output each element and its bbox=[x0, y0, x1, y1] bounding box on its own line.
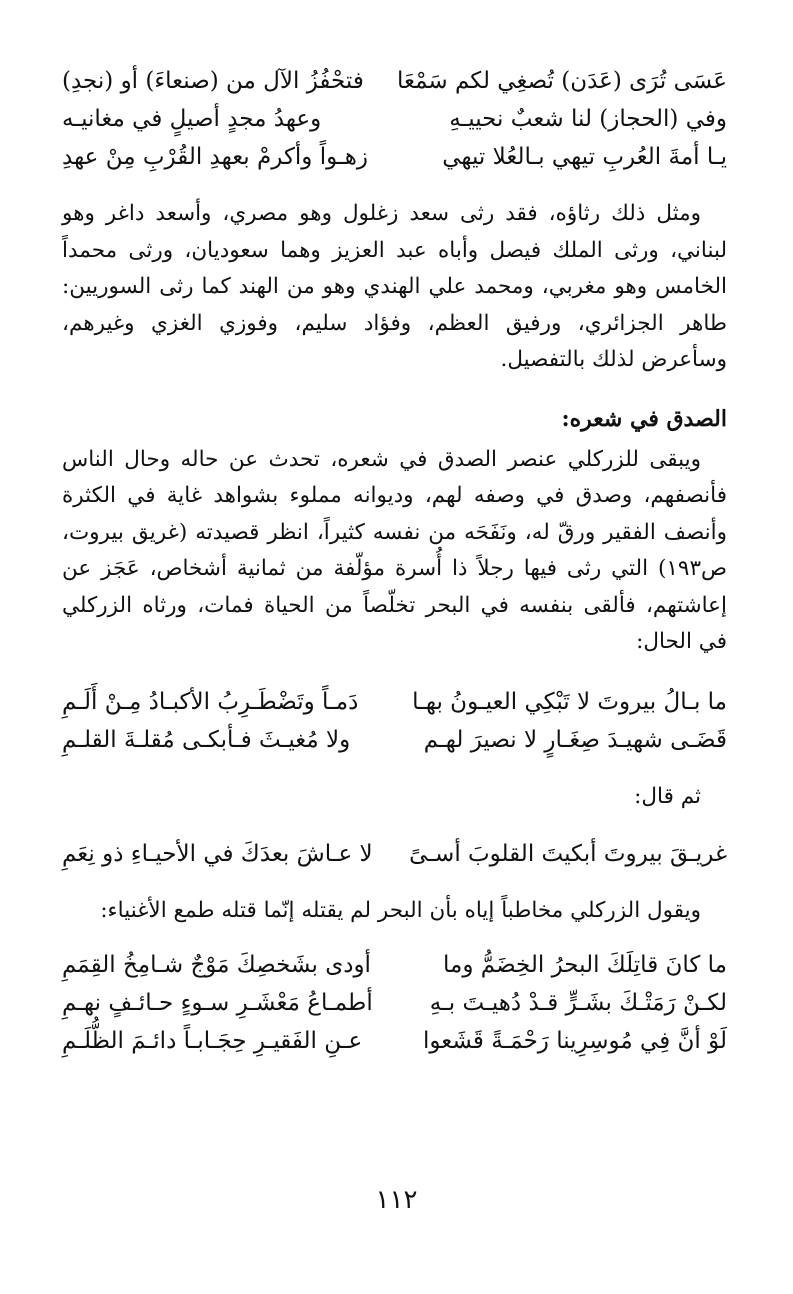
first-hemistich: لكـنْ رَمَتْـكَ بشَـرٍّ قـدْ دُهيـتَ بـهِ bbox=[429, 989, 727, 1016]
second-hemistich: دَمـاً وتَضْطَـرِبُ الأكبـادُ مِـنْ أَلَـمِ bbox=[62, 688, 359, 715]
second-hemistich: أطمـاعُ مَعْشَـرِ سـوءٍ حـائـفٍ نهـمِ bbox=[62, 989, 373, 1016]
first-hemistich: لَوْ أنَّ فِي مُوسِرِينا رَحْمَـةً قَشَعوا bbox=[423, 1027, 727, 1054]
second-hemistich: أودى بشَخصِكَ مَوْجٌ شـامِخُ القِمَمِ bbox=[62, 951, 371, 978]
sea-poem bbox=[62, 946, 727, 1060]
single-verse-poem bbox=[62, 835, 727, 873]
second-hemistich: لا عـاشَ بعدَكَ في الأحيـاءِ ذو نِعَمِ bbox=[62, 841, 373, 867]
first-hemistich: ما كانَ قاتِلَكَ البحرُ الخِضَمُّ وما bbox=[443, 951, 727, 978]
second-hemistich: ولا مُغيـثَ فـأبكـى مُقلـةَ القلـمِ bbox=[62, 726, 351, 753]
second-hemistich: زهـواً وأكرمْ بعهدِ القُرْبِ مِنْ عهدِ bbox=[62, 144, 368, 170]
greed-paragraph: ويقول الزركلي مخاطباً إياه بأن البحر لم يقتله إنّما قتله طمع الأغنياء: bbox=[100, 898, 701, 923]
verse-line bbox=[62, 138, 727, 176]
first-hemistich: قَضَـى شهيـدَ صِغَـارٍ لا نصيرَ لهـم bbox=[423, 726, 727, 753]
verse-line bbox=[62, 62, 727, 100]
second-hemistich: وعهدُ مجدٍ أصيلٍ في مغانيـه bbox=[62, 106, 322, 132]
verse-line bbox=[62, 835, 727, 873]
first-hemistich: ما بـالُ بيروتَ لا تَبْكِي العيـونُ بهـا bbox=[412, 688, 727, 715]
verse-line bbox=[62, 946, 727, 984]
opening-poem bbox=[62, 62, 727, 176]
first-hemistich: غريـقَ بيروتَ أبكيتَ القلوبَ أسـىً bbox=[409, 841, 727, 867]
first-hemistich: عَسَى تُرَى (عَدَن) تُصغِي لكم سَمْعَا bbox=[397, 68, 727, 94]
verse-line bbox=[62, 100, 727, 138]
beirut-elegy-poem bbox=[62, 683, 727, 759]
verse-line bbox=[62, 1022, 727, 1060]
page-number: ١١٢ bbox=[375, 1185, 418, 1215]
elegies-paragraph: ومثل ذلك رثاؤه، فقد رثى سعد زغلول وهو مصري، وأسعد داغر وهو لبناني، ورثى الملك فيصل وأباه عبد العزيز وهما سعوديان، ورثى محمداً الخامس وهو مغربي، ومحمد علي الهندي وهو من الهند كما رثى السوريين: طاهر الجزائري، ورفيق العظم، وفؤاد سليم، وفوزي الغزي وغيرهم، وسأعرض لذلك بالتفصيل. bbox=[62, 201, 727, 372]
then-he-said-line: ثم قال: bbox=[634, 783, 701, 809]
verse-line bbox=[62, 721, 727, 759]
honesty-paragraph: ويبقى للزركلي عنصر الصدق في شعره، تحدث عن حاله وحال الناس فأنصفهم، وصدق في وصفه لهم، وديوانه مملوء بشواهد غاية في الكثرة وأنصف الفقير ورقّ له، ونَفَحَه من نفسه كثيراً، انظر قصيدته (غريق بيروت، ص١٩٣) التي رثى فيها رجلاً ذا أُسرة مؤلّفة من ثمانية أشخاص، عَجَز عن إعاشتهم، فألقى بنفسه في البحر تخلّصاً من الحياة فمات، ورثاه الزركلي في الحال: bbox=[62, 446, 727, 654]
second-hemistich: عـنِ الفَقيـرِ حِجَـابـاً دائـمَ الظُّلَـمِ bbox=[62, 1027, 363, 1054]
first-hemistich: يـا أمةَ العُربِ تيهي بـالعُلا تيهي bbox=[442, 144, 727, 170]
second-hemistich: فتحْفُزُ الآل من (صنعاءَ) أو (نجدِ) bbox=[62, 68, 364, 94]
first-hemistich: وفي (الحجاز) لنا شعبٌ نحييـهِ bbox=[449, 106, 727, 132]
section-heading: الصدق في شعره: bbox=[561, 405, 727, 432]
verse-line bbox=[62, 984, 727, 1022]
verse-line bbox=[62, 683, 727, 721]
